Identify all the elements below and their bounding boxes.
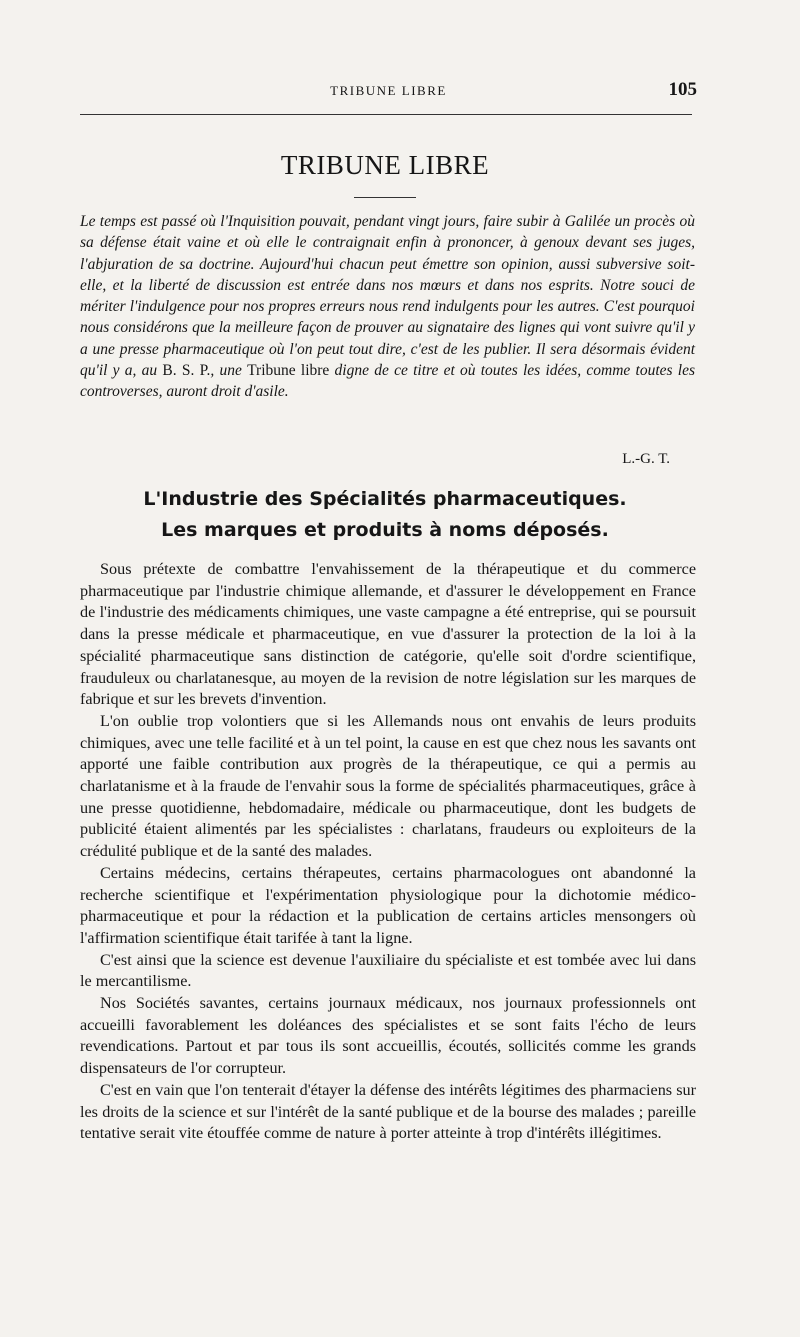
article-paragraph: L'on oublie trop volontiers que si les Allemands nous ont envahis de leurs produits chimiques, avec une telle facilité et à un tel point, la cause en est que chez nous les savants ont apporté une faible contribution aux progrès de la thérapeutique, ce qui a permis au charlatanisme et à la fraude de l'envahir sous la forme de spécialités pharmaceutiques, grâce à une presse quotidienne, hebdomadaire, médicale ou pharmaceutique, dont les budgets de publicité étaient alimentés par les spécialistes : charlatans, fraudeurs ou exploiteurs de la crédulité publique et de la santé des malades.: [80, 711, 696, 861]
title-underline: [354, 197, 416, 198]
article-title: [0, 484, 770, 546]
article-body: [80, 559, 696, 1145]
article-title-line-1: L'Industrie des Spécialités pharmaceutiques.: [143, 488, 627, 510]
article-paragraph: Sous prétexte de combattre l'envahissement de la thérapeutique et du commerce pharmaceutique par l'industrie chimique allemande, et d'assurer le développement en France de l'industrie des médicaments chimiques, une vaste campagne a été entreprise, qui se poursuit dans la presse médicale et pharmaceutique, en vue d'assurer la protection de la loi à la spécialité pharmaceutique sans distinction de catégorie, qu'elle soit d'ordre scientifique, frauduleux ou charlatanesque, au moyen de la revision de notre législation sur les marques de fabrique et sur les brevets d'invention.: [80, 560, 696, 709]
header-divider: [80, 114, 692, 115]
running-head: [80, 79, 697, 101]
intro-bsp: B. S. P.: [162, 362, 211, 380]
article-paragraph: Certains médecins, certains thérapeutes, certains pharmacologues ont abandonné la recherche scientifique et l'expérimentation physiologique pour la dichotomie médico-pharmaceutique et pour la rédaction et la publication de certains articles mensongers où l'affirmation scientifique était tarifée à tant la ligne.: [80, 863, 696, 947]
article-paragraph: C'est en vain que l'on tenterait d'étayer la défense des intérêts légitimes des pharmaciens sur les droits de la science et sur l'intérêt de la santé publique et de la bourse des malades ; pareille tentative serait vite étouffée comme de nature à porter atteinte à trop d'intérêts illégitimes.: [80, 1080, 696, 1143]
article-title-line-2: Les marques et produits à noms déposés.: [161, 519, 609, 541]
editorial-intro: [80, 211, 695, 403]
intro-tribune-libre: Tribune libre: [247, 362, 330, 380]
intro-text-middle: , une: [210, 362, 242, 380]
intro-text-before: Le temps est passé où l'Inquisition pouvait, pendant vingt jours, faire subir à Galilée un procès où sa défense était vaine et où elle le contraignait enfin à prononcer, à genoux devant ses juges, l'abjuration de sa doctrine. Aujourd'hui chacun peut émettre son opinion, aussi subversive soit-elle, et la liberté de discussion est entrée dans nos mœurs et dans nos esprits. Notre souci de mériter l'indulgence pour nos propres erreurs nous rend indulgents pour les autres. C'est pourquoi nous considérons que la meilleure façon de prouver au signataire des lignes qui vont suivre qu'il y a une presse pharmaceutique où l'on peut tout dire, c'est de les publier. Il sera désormais évident qu'il y a, au: [80, 213, 695, 380]
page-number: 105: [668, 79, 697, 100]
article-paragraph: C'est ainsi que la science est devenue l'auxiliaire du spécialiste et est tombée avec lui dans le mercantilisme.: [80, 950, 696, 991]
article-paragraph: Nos Sociétés savantes, certains journaux médicaux, nos journaux professionnels ont accueilli favorablement les doléances des spécialistes et se sont faits l'écho de leurs revendications. Partout et par tous ils sont accueillis, écoutés, sollicités comme les grands dispensateurs de l'or corrupteur.: [80, 994, 696, 1078]
section-title: TRIBUNE LIBRE: [280, 150, 490, 180]
running-head-title: TRIBUNE LIBRE: [330, 83, 447, 98]
intro-text-after: digne de ce titre et où toutes les idées, comme toutes les controverses, auront droit d'asile.: [80, 362, 696, 401]
intro-signature: L.-G. T.: [622, 451, 670, 467]
